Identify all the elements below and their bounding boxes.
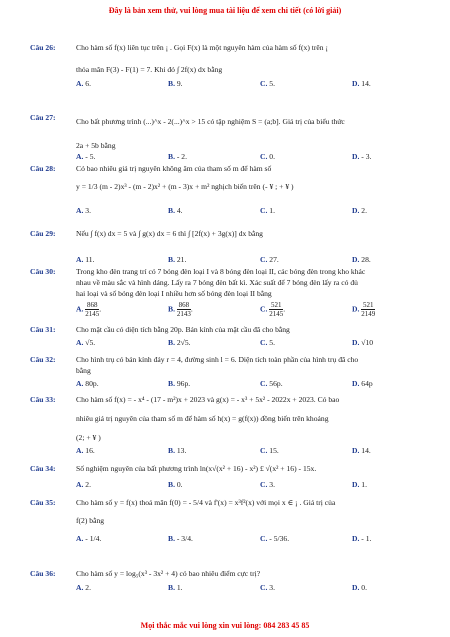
question-text: Nếu ∫ f(x) dx = 5 và ∫ g(x) dx = 6 thì ∫ [2f(x) + 3g(x)] dx bằng [76, 229, 263, 238]
answer-options [76, 151, 430, 162]
question-text: 2a + 5b bằng [76, 141, 116, 150]
question-text: (2; + ¥ ) [76, 433, 101, 442]
question-33 [30, 394, 430, 456]
page-header: Đây là bản xem thử, vui lòng mua tài liệu để xem chi tiết (có lời giải) [108, 6, 342, 15]
option-b[interactable]: B. $\frac{868}{2143}$ . [168, 301, 193, 318]
option-d[interactable]: D. 64p [352, 379, 373, 388]
option-c[interactable]: C. $\frac{521}{2145}$ . [260, 301, 286, 318]
option-a[interactable]: A. - 1/4. [76, 534, 102, 543]
question-28 [30, 163, 430, 216]
question-number: Câu 30: [30, 267, 56, 276]
answer-options [76, 337, 430, 348]
option-b[interactable]: B. 0. [168, 480, 183, 489]
option-c[interactable]: C. - 5/36. [260, 534, 290, 543]
option-b[interactable]: B. 96p. [168, 379, 191, 388]
answer-options [76, 301, 430, 321]
question-31 [30, 324, 430, 348]
option-c[interactable]: C. 5. [260, 79, 275, 88]
option-c[interactable]: C. 3. [260, 480, 275, 489]
option-b[interactable]: B. - 3/4. [168, 534, 193, 543]
option-b[interactable]: B. 1. [168, 583, 183, 592]
question-number: Câu 32: [30, 355, 56, 364]
option-d[interactable]: D. 1. [352, 480, 367, 489]
option-b[interactable]: B. - 2. [168, 152, 187, 161]
option-c[interactable]: C. 15. [260, 446, 279, 455]
option-b[interactable]: B. 21. [168, 255, 187, 264]
option-a[interactable]: A. 6. [76, 79, 91, 88]
question-text: Cho hàm số f(x) = - x⁴ - (17 - m²)x + 2023 và g(x) = - x³ + 5x² - 2022x + 2023. Có bao [76, 395, 340, 404]
answer-options [76, 205, 430, 216]
question-text: Cho bất phương trình (...)^x - 2(...)^x > 15 có tập nghiệm S = (a;b]. Giá trị của biểu thức [76, 117, 345, 126]
option-b[interactable]: B. 13. [168, 446, 187, 455]
question-number: Câu 34: [30, 464, 56, 473]
question-text: Cho hình trụ có bán kính đáy r = 4, đường sinh l = 6. Diện tích toàn phần của hình trụ đã cho [76, 355, 359, 364]
question-text: Số nghiệm nguyên của bất phương trình ln(x√(x² + 16) - x²) £ √(x² + 16) - 15x. [76, 464, 317, 473]
question-number: Câu 33: [30, 395, 56, 404]
answer-options [76, 533, 430, 553]
question-text: Có bao nhiêu giá trị nguyên không âm của tham số m để hàm số [76, 164, 272, 173]
question-32 [30, 354, 430, 389]
option-a[interactable]: A. 3. [76, 206, 91, 215]
option-d[interactable]: D. - 1. [352, 534, 372, 543]
question-text: nhau về màu sắc và hình dáng. Lấy ra 7 bóng đèn bất kì. Xác suất để 7 bóng đèn lấy ra có đủ [76, 278, 358, 287]
option-d[interactable]: D. 14. [352, 446, 371, 455]
answer-options [76, 78, 430, 89]
question-29 [30, 222, 430, 265]
question-number: Câu 28: [30, 164, 56, 173]
question-text: Cho hàm số f(x) liên tục trên ¡ . Gọi F(x) là một nguyên hàm của hàm số f(x) trên ¡ [76, 43, 329, 52]
option-d[interactable]: D. - 3. [352, 152, 372, 161]
option-d[interactable]: D. $\frac{521}{2149}$ [352, 301, 376, 318]
question-text: f(2) bằng [76, 516, 105, 525]
option-c[interactable]: C. 1. [260, 206, 275, 215]
option-a[interactable]: A. $\frac{868}{2145}$ . [76, 301, 102, 318]
option-d[interactable]: D. 2. [352, 206, 367, 215]
question-34 [30, 463, 430, 490]
option-b[interactable]: B. 9. [168, 79, 183, 88]
answer-options [76, 445, 430, 456]
option-c[interactable]: C. 27. [260, 255, 279, 264]
option-a[interactable]: A. - 5. [76, 152, 96, 161]
page-footer: Mọi thắc mắc vui lòng xin vui lòng: 084 283 45 85 [140, 621, 310, 630]
option-d[interactable]: D. √10 [352, 338, 374, 347]
option-c[interactable]: C. 5. [260, 338, 275, 347]
option-b[interactable]: B. 2√5. [168, 338, 191, 347]
answer-options [76, 582, 430, 593]
option-c[interactable]: C. 0. [260, 152, 275, 161]
option-c[interactable]: C. 3. [260, 583, 275, 592]
question-text: thỏa mãn F(3) - F(1) = 7. Khi đó ∫ 2f(x) dx bằng [76, 65, 223, 74]
question-text: bằng [76, 366, 91, 375]
answer-options [76, 479, 430, 490]
option-a[interactable]: A. 2. [76, 583, 91, 592]
option-a[interactable]: A. 80p. [76, 379, 99, 388]
question-text: nhiêu giá trị nguyên của tham số m để hàm số h(x) = g(f(x)) đồng biến trên khoảng [76, 414, 329, 423]
question-text: Cho hàm số y = log₅(x³ - 3x² + 4) có bao nhiêu điểm cực trị? [76, 569, 261, 578]
question-text: Trong kho đèn trang trí có 7 bóng đèn loại I và 8 bóng đèn loại II, các bóng đèn trong kho khác [76, 267, 366, 276]
option-b[interactable]: B. 4. [168, 206, 183, 215]
answer-options [76, 378, 430, 389]
option-c[interactable]: C. 56p. [260, 379, 283, 388]
question-text: Cho mặt cầu có diện tích bằng 20p. Bán kính của mặt cầu đã cho bằng [76, 325, 290, 334]
question-26 [30, 42, 430, 89]
question-number: Câu 35: [30, 498, 56, 507]
question-number: Câu 26: [30, 43, 56, 52]
question-number: Câu 29: [30, 229, 56, 238]
question-36 [30, 568, 430, 593]
option-d[interactable]: D. 28. [352, 255, 371, 264]
question-number: Câu 36: [30, 569, 56, 578]
question-number: Câu 27: [30, 113, 56, 122]
option-a[interactable]: A. 2. [76, 480, 91, 489]
question-35 [30, 497, 430, 553]
option-a[interactable]: A. √5. [76, 338, 96, 347]
option-d[interactable]: D. 14. [352, 79, 371, 88]
option-d[interactable]: D. 0. [352, 583, 367, 592]
option-a[interactable]: A. 16. [76, 446, 95, 455]
answer-options [76, 254, 430, 265]
question-text: Cho hàm số y = f(x) thoả mãn f(0) = - 5/4 và f'(x) = x³f²(x) với mọi x ∈ ¡ . Giá trị của [76, 498, 336, 507]
question-number: Câu 31: [30, 325, 56, 334]
question-30 [30, 266, 430, 321]
question-27 [30, 112, 430, 162]
question-text: hai loại và số bóng đèn loại I nhiều hơn số bóng đèn loại II bằng [76, 289, 272, 298]
option-a[interactable]: A. 11. [76, 255, 95, 264]
question-text: y = 1/3 (m - 2)x³ - (m - 2)x² + (m - 3)x + m² nghịch biến trên (- ¥ ; + ¥ ) [76, 182, 294, 191]
